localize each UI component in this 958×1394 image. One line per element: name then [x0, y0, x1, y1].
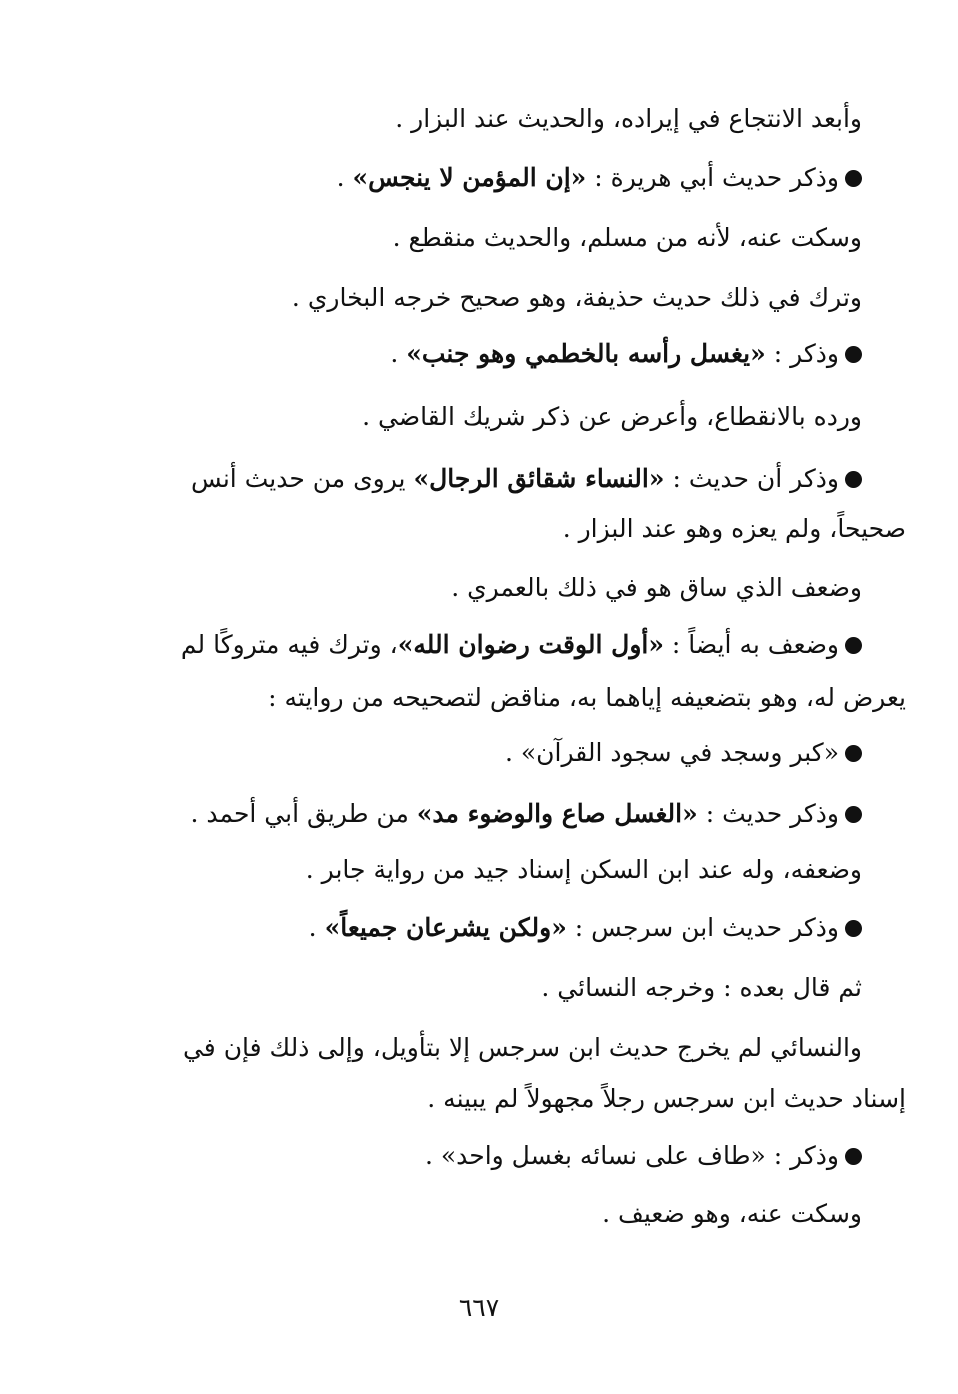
text-segment: صحيحاً، ولم يعزه وهو عند البزار .	[562, 514, 906, 543]
text-segment: يروى من حديث أنس	[190, 464, 414, 493]
bullet-icon	[845, 1148, 862, 1165]
bullet-icon	[845, 806, 862, 823]
text-segment: .	[308, 913, 325, 942]
bullet-icon	[845, 637, 862, 654]
text-line	[60, 733, 862, 773]
bullet-icon	[845, 745, 862, 762]
text-segment: .	[336, 163, 353, 192]
text-segment: وضعف به أيضاً :	[663, 630, 839, 659]
text-line	[60, 568, 862, 608]
text-segment: والنسائي لم يخرج حديث ابن سرجس إلا بتأويل، وإلى ذلك فإن في	[182, 1033, 862, 1062]
text-segment: ورده بالانقطاع، وأعرض عن ذكر شريك القاضي .	[362, 402, 862, 431]
hadith-quote: «يغسل رأسه بالخطمي وهو جنب»	[406, 339, 766, 368]
text-line	[60, 678, 906, 718]
text-segment: وذكر أن حديث :	[664, 464, 839, 493]
text-segment: وسكت عنه، وهو ضعيف .	[602, 1199, 862, 1228]
hadith-quote: «الغسل صاع والوضوء مد»	[416, 799, 698, 828]
text-segment: وأبعد الانتجاع في إيراده، والحديث عند البزار .	[395, 104, 862, 133]
text-segment: وذكر حديث :	[697, 799, 839, 828]
hadith-quote: «ولكن يشرعان جميعاً»	[324, 913, 567, 942]
text-line	[60, 459, 862, 499]
hadith-quote: «إن المؤمن لا ينجس»	[352, 163, 587, 192]
text-line	[60, 397, 862, 437]
text-line	[60, 850, 862, 890]
text-line	[60, 218, 862, 258]
text-segment: .	[390, 339, 407, 368]
text-line	[60, 625, 862, 665]
text-segment: وترك في ذلك حديث حذيفة، وهو صحيح خرجه البخاري .	[291, 283, 862, 312]
text-segment: وسكت عنه، لأنه من مسلم، والحديث منقطع .	[392, 223, 862, 252]
text-segment: وضعف الذي ساق هو في ذلك بالعمري .	[451, 573, 862, 602]
text-segment: وضعفه، وله عند ابن السكن إسناد جيد من رواية جابر .	[305, 855, 862, 884]
page-number: ٦٦٧	[458, 1293, 500, 1322]
text-segment: إسناد حديث ابن سرجس رجلاً مجهولاً لم يبينه .	[427, 1084, 906, 1113]
text-segment: وذكر : «طاف على نسائه بغسل واحد» .	[424, 1141, 839, 1170]
text-line	[60, 158, 862, 198]
bullet-icon	[845, 346, 862, 363]
text-line	[60, 334, 862, 374]
bullet-icon	[845, 471, 862, 488]
text-segment: وذكر حديث ابن سرجس :	[566, 913, 839, 942]
bullet-icon	[845, 920, 862, 937]
text-segment: «كبر وسجد في سجود القرآن» .	[504, 738, 839, 767]
text-segment: من طريق أبي أحمد .	[190, 799, 417, 828]
text-line	[60, 1194, 862, 1234]
text-line	[60, 509, 906, 549]
text-segment: يعرض له، وهو بتضعيفه إياهما به، مناقض لتصحيحه من روايته :	[268, 683, 906, 712]
text-segment: ، وترك فيه متروكًا لم	[180, 630, 398, 659]
text-line	[60, 278, 862, 318]
text-line	[60, 1136, 862, 1176]
text-line	[60, 794, 862, 834]
bullet-icon	[845, 170, 862, 187]
text-line	[60, 1028, 862, 1068]
text-line	[60, 99, 862, 139]
text-segment: وذكر :	[765, 339, 839, 368]
text-line	[60, 1079, 906, 1119]
text-segment: وذكر حديث أبي هريرة :	[586, 163, 839, 192]
text-line	[60, 968, 862, 1008]
hadith-quote: «أول الوقت رضوان الله»	[397, 630, 664, 659]
text-segment: ثم قال بعده : وخرجه النسائي .	[541, 973, 862, 1002]
hadith-quote: «النساء شقائق الرجال»	[413, 464, 665, 493]
text-line	[60, 908, 862, 948]
